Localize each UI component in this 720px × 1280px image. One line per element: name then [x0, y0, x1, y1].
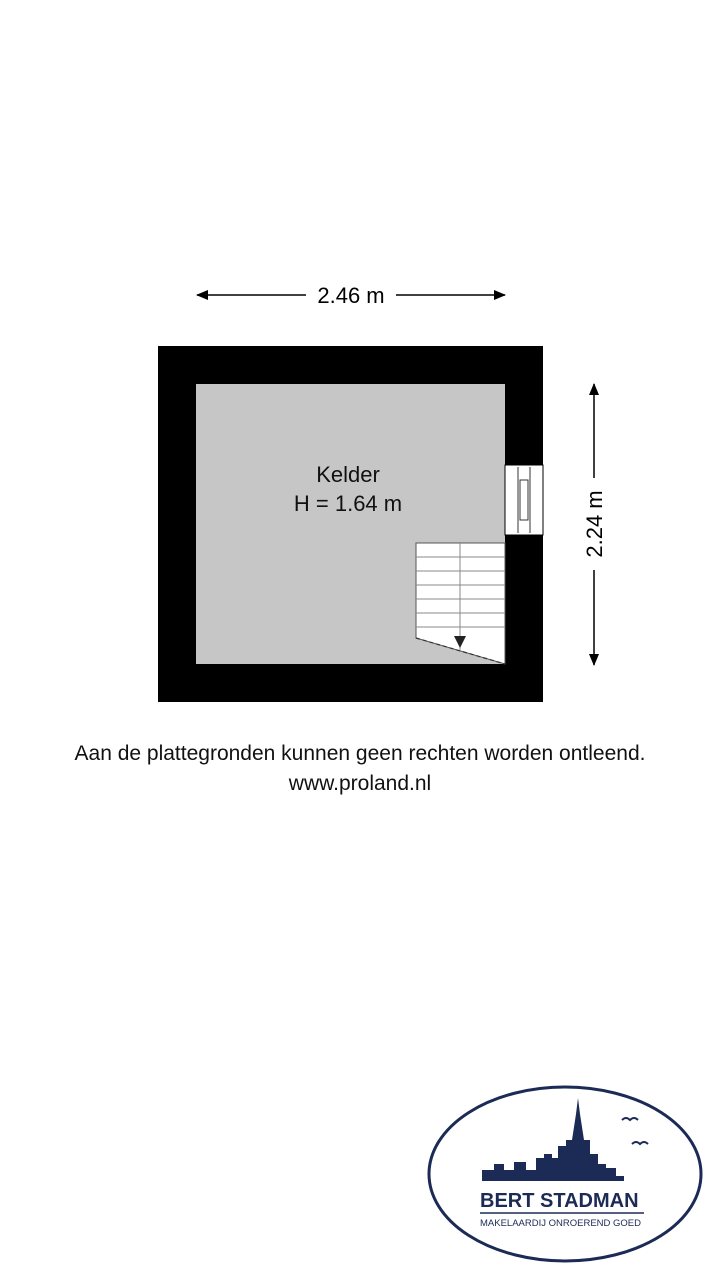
- disclaimer-text: Aan de plattegronden kunnen geen rechten worden ontleend.: [74, 742, 646, 765]
- height-dimension: [582, 384, 607, 665]
- logo-tagline: MAKELAARDIJ ONROEREND GOED: [480, 1218, 641, 1229]
- logo-name: BERT STADMAN: [480, 1190, 639, 1212]
- room-name: Kelder: [316, 462, 380, 487]
- height-dimension-label: 2.24 m: [582, 490, 607, 558]
- bert-stadman-logo: [426, 1084, 704, 1264]
- website-link[interactable]: www.proland.nl: [288, 772, 432, 795]
- window: [505, 465, 543, 535]
- width-dimension-label: 2.46 m: [317, 283, 385, 308]
- room-height: H = 1.64 m: [293, 491, 403, 516]
- width-dimension: [197, 283, 505, 308]
